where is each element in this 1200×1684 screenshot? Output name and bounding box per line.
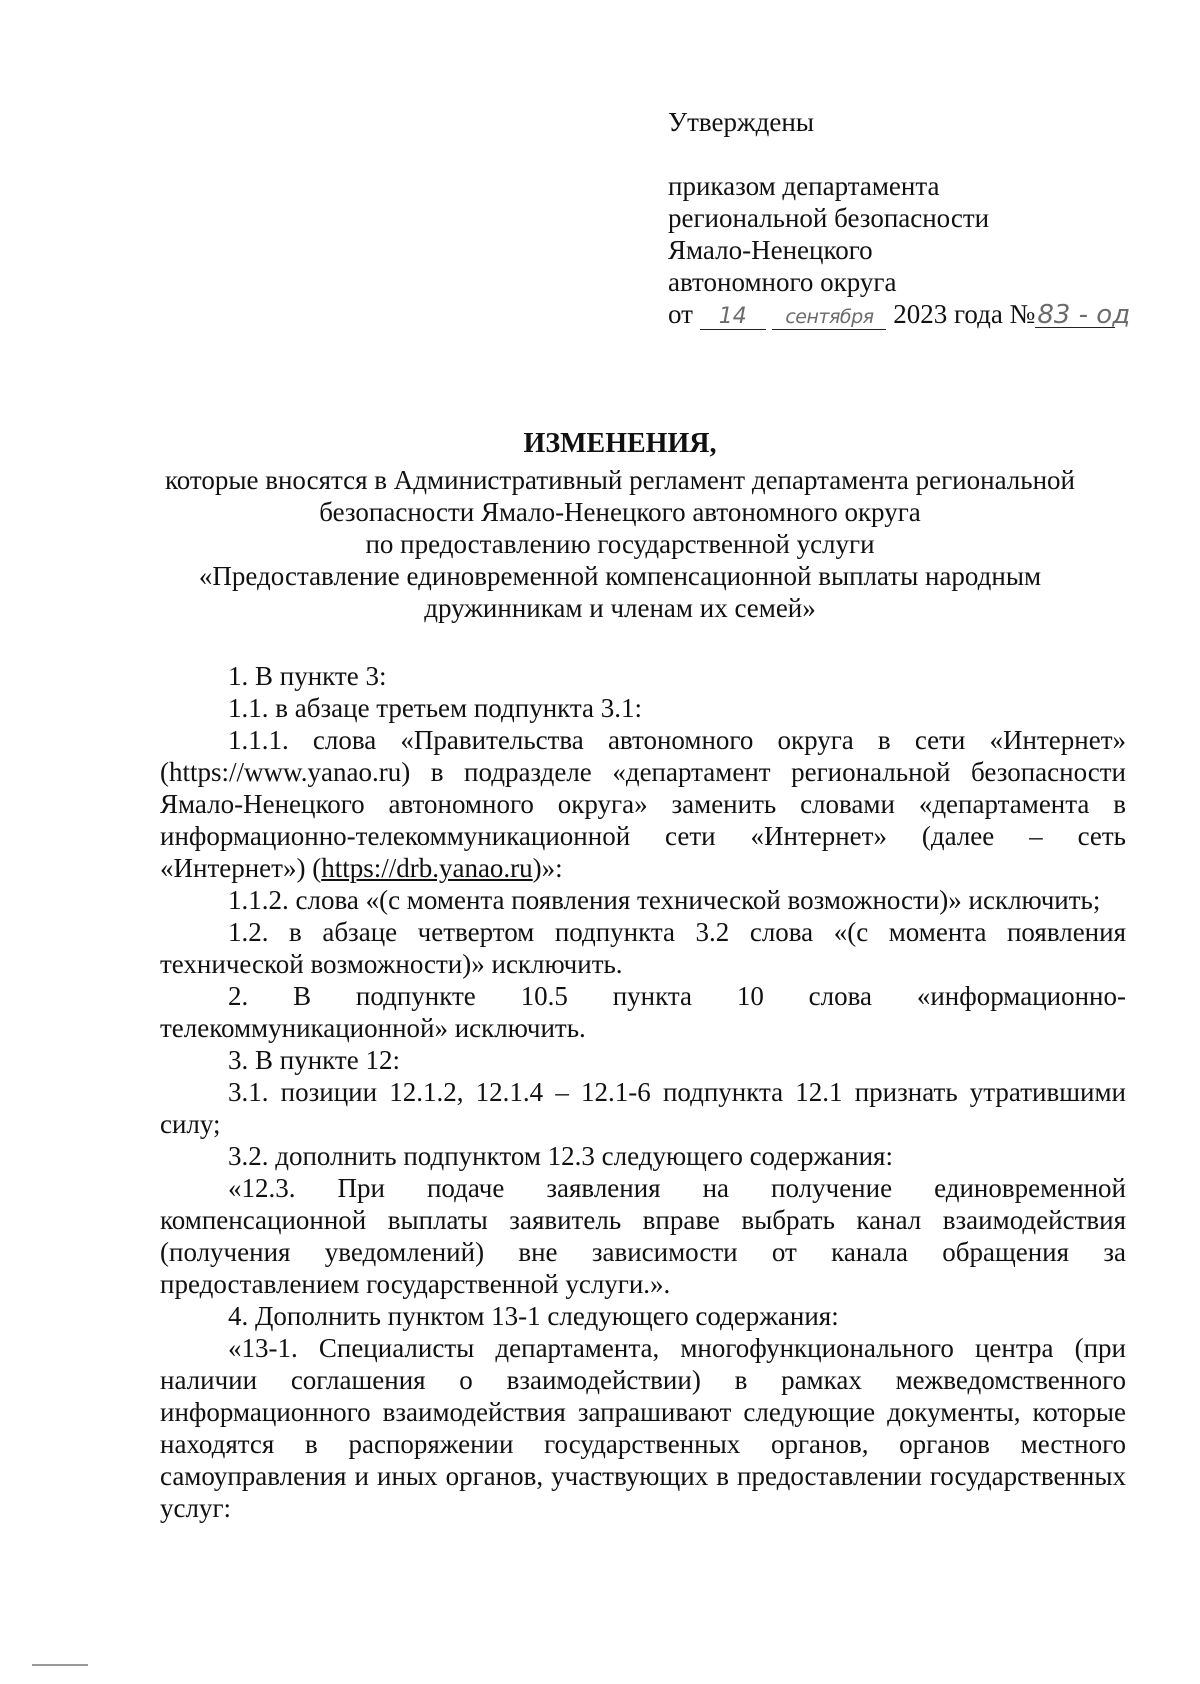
- paragraph-12-3-quote: «12.3. При подаче заявления на получение единовременной компенсационной выплаты заявитель вправе выбрать канал взаимодействия (получения уведомлений) вне зависимости от канала обращения за предоставлением государственной услуги.».: [160, 1173, 1126, 1299]
- paragraph-1-1: 1.1. в абзаце третьем подпункта 3.1:: [228, 693, 643, 723]
- approval-line-4: автономного округа: [668, 267, 897, 297]
- paragraph-1-1-1-tail: )»:: [532, 853, 563, 883]
- approval-heading: Утверждены: [668, 107, 814, 137]
- paragraph-3-2: 3.2. дополнить подпунктом 12.3 следующего содержания:: [228, 1141, 893, 1171]
- approval-line-2: региональной безопасности: [668, 203, 990, 233]
- drb-yanao-link[interactable]: https://drb.yanao.ru: [321, 853, 533, 883]
- paragraph-13-1-quote: «13-1. Специалисты департамента, многофункционального центра (при наличии соглашения о взаимодействии) в рамках межведомственного информационного взаимодействия запрашивают следующие документы, которые находятся в распоряжении государственных органов, органов местного самоуправления и иных органов, участвующих в предоставлении государственных услуг:: [160, 1333, 1126, 1523]
- approval-line-3: Ямало-Ненецкого: [668, 235, 873, 265]
- approval-block: [668, 106, 1148, 330]
- paragraph-1-1-2: 1.1.2. слова «(с момента появления технической возможности)» исключить;: [228, 885, 1101, 915]
- paragraph-3-1: 3.1. позиции 12.1.2, 12.1.4 – 12.1-6 подпункта 12.1 признать утратившими силу;: [160, 1077, 1126, 1139]
- paragraph-3: 3. В пункте 12:: [228, 1045, 400, 1075]
- handwritten-month: сентября: [772, 305, 886, 330]
- paragraph-2: 2. В подпункте 10.5 пункта 10 слова «информационно-телекоммуникационной» исключить.: [160, 981, 1126, 1043]
- year-text: 2023 года №: [893, 299, 1036, 329]
- document-body: [160, 660, 1126, 1524]
- paragraph-1-1-1: [160, 724, 1126, 884]
- approval-date-line: [668, 298, 1148, 330]
- document-title: ИЗМЕНЕНИЯ,: [523, 428, 717, 459]
- title-line-4: «Предоставление единовременной компенсационной выплаты народным: [198, 561, 1042, 591]
- handwritten-day: 14: [700, 305, 766, 330]
- title-line-2: безопасности Ямало-Ненецкого автономного округа: [319, 497, 921, 527]
- paragraph-1-2: 1.2. в абзаце четвертом подпункта 3.2 слова «(с момента появления технической возможности)» исключить.: [160, 917, 1126, 979]
- approval-line-1: приказом департамента: [668, 171, 940, 201]
- paragraph-4: 4. Дополнить пунктом 13-1 следующего содержания:: [228, 1301, 839, 1331]
- scan-margin-mark: [32, 1664, 88, 1666]
- document-title-block: [140, 428, 1100, 624]
- title-line-3: по предоставлению государственной услуги: [365, 529, 875, 559]
- title-line-1: которые вносятся в Административный регламент департамента региональной: [165, 465, 1075, 495]
- handwritten-order-number: 83 - од: [1037, 300, 1131, 330]
- title-line-5: дружинникам и членам их семей»: [424, 593, 816, 623]
- paragraph-1-1-1-text: 1.1.1. слова «Правительства автономного округа в сети «Интернет» (https://www.yanao.ru) в подразделе «департамент региональной безопасности Ямало-Ненецкого автономного округа» заменить словами «департамента в информационно-телекоммуникационной сети «Интернет» (далее – сеть «Интернет») (: [160, 725, 1126, 883]
- paragraph-1: 1. В пункте 3:: [228, 661, 387, 691]
- date-prefix: от: [668, 299, 693, 329]
